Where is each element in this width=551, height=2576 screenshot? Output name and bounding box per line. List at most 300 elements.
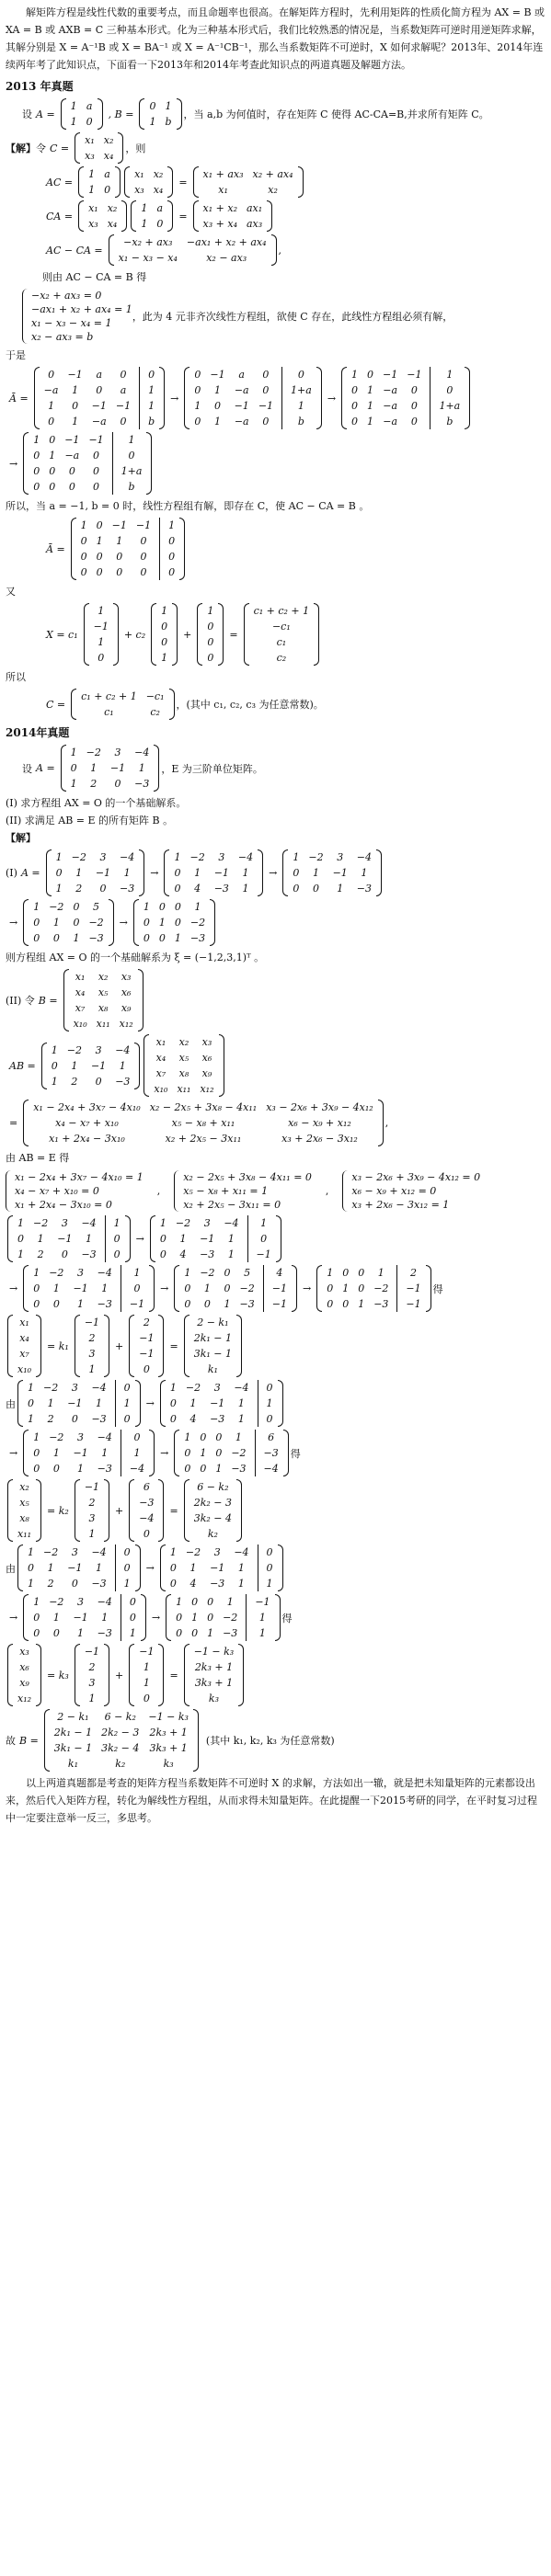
matrix-cell: 3k₁ − 1 xyxy=(193,1348,232,1360)
matrix-cell: 0 xyxy=(113,1233,121,1245)
matrix-cell: −2 xyxy=(86,747,101,758)
outro-paragraph: 以上两道真题都是考查的矩阵方程当系数矩阵不可逆时 X 的求解，方法如出一辙，就是把未知量矩阵的元素都设出来，然后代入矩阵方程，转化为解线性方程组，从而求得未知量矩阵。在此提醒一下2015考研的同学，在平时复习过程中一定要注意举一反三，多思考。 xyxy=(6,1777,537,1824)
eq-CA: CA = x₁ x₂ x₃ x₄ 1 a 1 0 = x₁ + x₂ ax₁ x₃ + x₄ ax₃ xyxy=(6,200,545,232)
matrix-cell: −1 xyxy=(210,369,225,381)
matrix-cell: 0 xyxy=(93,465,100,477)
matrix-cell: 1 xyxy=(70,100,77,112)
matrix-cell: −1 xyxy=(271,1298,287,1310)
matrix-cell: 0 xyxy=(266,1546,273,1558)
matrix-cell: 0 xyxy=(17,1233,24,1245)
matrix-cell: b xyxy=(128,481,135,493)
matrix-cell: 1 xyxy=(149,116,156,128)
matrix-cell: 0 xyxy=(312,883,319,895)
matrix-cell: −1 xyxy=(258,400,274,412)
matrix-cell: 0 xyxy=(93,450,100,462)
matrix-cell: −a xyxy=(234,416,249,427)
matrix-cell: 0 xyxy=(52,1627,60,1639)
matrix-cell: 1 xyxy=(161,652,168,664)
matrix-cell: 0 xyxy=(140,535,147,547)
matrix-cell: 1 xyxy=(200,1447,207,1459)
matrix-cell: x₁₀ xyxy=(73,1018,87,1030)
matrix-cell: −1 xyxy=(139,1332,155,1344)
matrix-cell: 0 xyxy=(33,1627,40,1639)
matrix-cell: 0 xyxy=(48,416,55,427)
matrix-cell: −1 xyxy=(64,434,80,446)
matrix-cell: 0 xyxy=(327,1282,334,1294)
matrix-cell: 1 xyxy=(55,851,63,863)
matrix-cell: x₄ xyxy=(107,218,118,230)
matrix-cell: 0 xyxy=(33,932,40,944)
matrix-cell: 1 xyxy=(174,932,181,944)
matrix-cell: 2 xyxy=(88,1661,96,1673)
matrix-cell: ax₁ xyxy=(246,202,263,214)
matrix-cell: 1 xyxy=(226,1596,234,1608)
matrix-cell: −1 xyxy=(234,400,249,412)
matrix-cell: −4 xyxy=(224,1217,239,1229)
matrix-cell: −1 xyxy=(271,1282,287,1294)
matrix-cell: 3 xyxy=(95,1043,102,1056)
matrix-cell: 0 xyxy=(33,450,40,462)
matrix-cell: 0 xyxy=(99,883,107,895)
matrix-cell: x₁ + x₂ xyxy=(202,202,237,214)
matrix-cell: 1 xyxy=(169,1546,177,1558)
matrix-cell: −4 xyxy=(91,1546,107,1558)
matrix-cell: 0 xyxy=(266,1413,273,1425)
matrix-cell: 1 xyxy=(237,1413,245,1425)
matrix-cell: 1 xyxy=(184,1431,191,1443)
matrix-cell: −a xyxy=(91,416,107,427)
matrix-cell: 0 xyxy=(207,1596,214,1608)
system-equation: x₅ − x₈ + x₁₁ = 1 xyxy=(183,1185,269,1197)
matrix-cell: 1 xyxy=(28,1578,34,1590)
matrix-cell: 1 xyxy=(148,400,155,412)
matrix-cell: x₄ xyxy=(155,1052,166,1064)
matrix-cell: 0 xyxy=(176,1612,183,1624)
matrix-cell: x₂ + 2x₅ − 3x₁₁ xyxy=(165,1133,242,1145)
matrix-cell: 1 xyxy=(98,605,105,617)
matrix-cell: 0 xyxy=(184,1282,191,1294)
matrix-cell: −3 xyxy=(81,1248,97,1260)
matrix-cell: 1 xyxy=(88,168,96,180)
eq-AC: AC = 1 a 1 0 x₁ x₂ x₃ x₄ = x₁ + ax₃ x₂ + ax₄ x₁ x₂ xyxy=(6,166,545,198)
matrix-cell: x₁ − 2x₄ + 3x₇ − 4x₁₀ xyxy=(33,1101,141,1113)
sys3-solution: x₃ x₆ x₉ x₁₂ = k₃ −1 2 3 1 + −1 1 1 0 = −1 − k₃ 2k₃ + 1 3k₃ + 1 k₃ xyxy=(6,1644,545,1706)
matrix-cell: 1 xyxy=(70,116,77,128)
matrix-cell: b xyxy=(446,416,453,427)
matrix-cell: 2 − k₁ xyxy=(57,1711,89,1723)
matrix-cell: −3 xyxy=(263,1447,279,1459)
matrix-cell: c₁ + c₂ + 1 xyxy=(81,690,137,702)
matrix-cell: 1 xyxy=(96,1397,103,1409)
matrix-cell: −2 xyxy=(49,1267,64,1279)
matrix-cell: −2 xyxy=(185,1382,201,1394)
matrix-cell: 0 xyxy=(200,1463,207,1475)
matrix-cell: 1 xyxy=(28,1413,34,1425)
matrix-cell: 0 xyxy=(207,621,214,633)
matrix-cell: −3 xyxy=(91,1578,107,1590)
matrix-cell: 0 xyxy=(96,566,103,578)
sys2-reduce-1: 由 1 −2 3 −4 0 1 −1 1 1 2 0 −3 0 1 0 → 1 −2 3 −4 0 1 −1 1 0 4 −3 1 0 1 0 xyxy=(6,1380,545,1427)
matrix-cell: 1 xyxy=(77,1298,85,1310)
matrix-cell: 0 xyxy=(33,1298,40,1310)
matrix-cell: 0 xyxy=(68,481,75,493)
matrix-cell: −2 xyxy=(43,1546,59,1558)
matrix-cell: 2 xyxy=(143,1316,150,1328)
matrix-cell: −a xyxy=(383,416,398,427)
matrix-cell: −2 xyxy=(308,851,324,863)
matrix-cell: −1 xyxy=(84,1646,100,1658)
matrix-cell: 1 xyxy=(312,867,319,879)
matrix-cell: 1 xyxy=(47,1562,54,1574)
sys3-reduce-2: → 1 −2 3 −4 0 1 −1 1 0 0 1 −3 0 0 1 → 1 0 0 1 0 1 0 −2 0 0 1 −3 −1 1 1 得 xyxy=(9,1596,293,1639)
matrix-cell: 1 xyxy=(237,1578,245,1590)
matrix-cell: 0 xyxy=(293,883,300,895)
matrix-cell: 1 xyxy=(48,400,55,412)
matrix-cell: 1 xyxy=(141,202,148,214)
matrix-cell: 1 xyxy=(191,1612,199,1624)
matrix-cell: 0 xyxy=(96,551,103,563)
problem-2013-statement: 设 A = 1 a 1 0 , B = 0 1 1 b ，当 a,b 为何值时，存在矩阵 C 使得 AC-CA=B,并求所有矩阵 C。 xyxy=(22,100,489,128)
matrix-cell: 1 xyxy=(77,1627,85,1639)
matrix-cell: 0 xyxy=(224,1282,231,1294)
matrix-cell: 1 xyxy=(235,1431,242,1443)
system-equation: x₂ − 2x₅ + 3x₈ − 4x₁₁ = 0 xyxy=(183,1171,312,1183)
matrix-cell: a xyxy=(96,369,103,381)
matrix-cell: 0 xyxy=(191,1627,199,1639)
matrix-cell: 1 xyxy=(141,218,148,230)
matrix-cell: 1 xyxy=(138,762,145,774)
matrix-cell: −1 xyxy=(135,519,152,531)
matrix-cell: 1 xyxy=(266,1578,273,1590)
matrix-cell: 2 xyxy=(88,1332,96,1344)
matrix-cell: −a xyxy=(64,450,80,462)
matrix-cell: 1 xyxy=(73,932,80,944)
matrix-cell: 0 xyxy=(55,867,63,879)
matrix-cell: k₃ xyxy=(163,1758,174,1770)
matrix-cell: 0 xyxy=(262,369,270,381)
matrix-cell: 0 xyxy=(213,400,221,412)
matrix-cell: 4 xyxy=(194,883,201,895)
matrix-cell: 3 xyxy=(114,747,121,758)
matrix-cell: x₃ xyxy=(19,1646,29,1658)
matrix-cell: 4 xyxy=(276,1267,283,1279)
eq-AC-minus-CA: AC − CA = −x₂ + ax₃ −ax₁ + x₂ + ax₄ x₁ − x₃ − x₄ x₂ − ax₃ , xyxy=(46,236,282,264)
matrix-cell: 0 xyxy=(98,652,105,664)
system-equation: x₁ − 2x₄ + 3x₇ − 4x₁₀ = 1 xyxy=(15,1171,143,1183)
system-equation: x₃ − 2x₆ + 3x₉ − 4x₁₂ = 0 xyxy=(351,1171,481,1183)
sys2-reduce-2: → 1 −2 3 −4 0 1 −1 1 0 0 1 −3 0 1 −4 → 1 0 0 1 0 1 0 −2 0 0 1 −3 6 −3 −4 得 xyxy=(9,1431,301,1475)
matrix-cell: 0 xyxy=(73,901,80,913)
matrix-cell: 1 xyxy=(17,1248,24,1260)
matrix-cell: −1 xyxy=(383,369,398,381)
matrix-cell: 2 − k₁ xyxy=(197,1316,229,1328)
matrix-cell: 0 xyxy=(113,1248,121,1260)
matrix-cell: 4 xyxy=(189,1413,197,1425)
matrix-cell: 1 xyxy=(123,1397,131,1409)
matrix-cell: 2 xyxy=(88,1497,96,1509)
matrix-cell: x₉ xyxy=(201,1067,212,1079)
matrix-cell: x₁ xyxy=(155,1036,166,1048)
matrix-cell: 1 xyxy=(96,1562,103,1574)
eq-AB-result: = x₁ − 2x₄ + 3x₇ − 4x₁₀ x₂ − 2x₅ + 3x₈ − 4x₁₁ x₃ − 2x₆ + 3x₉ − 4x₁₂ x₄ − x₇ + x₁₀ x₅ − x₈ + x₁₁ x₆ − x₉ + x₁₂ x₁ + 2x₄ − 3x₁₀ x₂ + 2x₅ − 3x₁₁ x₃ + 2x₆ − 3x₁₂ , xyxy=(9,1101,389,1145)
matrix-cell: −3 xyxy=(91,1413,107,1425)
matrix-cell: 0 xyxy=(446,384,453,396)
matrix-cell: c₂ xyxy=(276,652,287,664)
matrix-cell: 0 xyxy=(28,1562,34,1574)
matrix-cell: b xyxy=(165,116,172,128)
matrix-cell: 0 xyxy=(159,1248,166,1260)
matrix-cell: 2 xyxy=(71,1075,78,1088)
matrix-cell: 0 xyxy=(33,1612,40,1624)
matrix-cell: 1 xyxy=(159,1217,166,1229)
matrix-cell: 1 xyxy=(70,747,77,758)
matrix-cell: 1 xyxy=(47,1397,54,1409)
matrix-cell: 1 xyxy=(242,867,249,879)
matrix-cell: 3 xyxy=(71,1382,78,1394)
matrix-cell: −1 xyxy=(139,1348,155,1360)
matrix-cell: 0 xyxy=(73,917,80,929)
matrix-cell: 0 xyxy=(169,1413,177,1425)
matrix-cell: 3 xyxy=(218,851,225,863)
matrix-cell: −2 xyxy=(175,1217,191,1229)
matrix-cell: 1 xyxy=(297,400,304,412)
matrix-cell: 0 xyxy=(123,1382,131,1394)
matrix-cell: 0 xyxy=(327,1298,334,1310)
matrix-cell: x₁ + 2x₄ − 3x₁₀ xyxy=(49,1133,125,1145)
matrix-cell: 0 xyxy=(49,434,56,446)
matrix-cell: 3k₁ − 1 xyxy=(53,1742,93,1754)
matrix-cell: 0 xyxy=(33,1447,40,1459)
matrix-cell: 4 xyxy=(179,1248,187,1260)
matrix-cell: 1 xyxy=(71,1059,78,1072)
matrix-cell: 0 xyxy=(176,1627,183,1639)
matrix-cell: 1 xyxy=(72,416,79,427)
matrix-cell: 1 xyxy=(101,1612,109,1624)
matrix-cell: 3 xyxy=(203,1217,211,1229)
matrix-cell: 0 xyxy=(184,1447,191,1459)
matrix-cell: 1 xyxy=(327,1267,334,1279)
matrix-cell: 1 xyxy=(51,1075,58,1088)
matrix-cell: 2 xyxy=(75,883,83,895)
matrix-cell: 1+a xyxy=(439,400,461,412)
matrix-cell: −c₁ xyxy=(145,690,165,702)
solution-label-2014: 【解】 xyxy=(6,832,36,844)
matrix-cell: 0 xyxy=(120,416,127,427)
matrix-cell: 5 xyxy=(244,1267,251,1279)
matrix-cell: −4 xyxy=(97,1267,112,1279)
matrix-cell: 0 xyxy=(51,1059,58,1072)
matrix-cell: 1 xyxy=(194,901,201,913)
matrix-cell: −1 xyxy=(88,434,104,446)
system-equation: x₂ − ax₃ = b xyxy=(31,331,94,343)
matrix-cell: 6 xyxy=(268,1431,275,1443)
matrix-cell: −1 xyxy=(91,400,107,412)
matrix-cell: −2 xyxy=(33,1217,49,1229)
matrix-cell: 1 xyxy=(101,1282,109,1294)
matrix-cell: 1 xyxy=(123,867,131,879)
matrix-cell: −2 xyxy=(189,917,206,929)
matrix-cell: k₂ xyxy=(115,1758,126,1770)
matrix-cell: x₂ xyxy=(268,184,278,196)
matrix-cell: 1 xyxy=(227,1248,235,1260)
matrix-cell: 1 xyxy=(33,1596,40,1608)
matrix-cell: k₁ xyxy=(67,1758,78,1770)
matrix-cell: −3 xyxy=(239,1298,255,1310)
matrix-cell: −1 xyxy=(73,1282,88,1294)
matrix-cell: 1 xyxy=(207,605,214,617)
matrix-cell: 0 xyxy=(96,384,103,396)
matrix-cell: 1 xyxy=(52,1612,60,1624)
matrix-cell: 1 xyxy=(52,1447,60,1459)
matrix-cell: 0 xyxy=(148,369,155,381)
matrix-cell: −4 xyxy=(134,747,150,758)
matrix-cell: 1 xyxy=(52,917,60,929)
matrix-cell: x₉ xyxy=(19,1677,29,1689)
matrix-cell: 0 xyxy=(123,1413,131,1425)
matrix-cell: 0 xyxy=(174,867,181,879)
matrix-cell: −ax₁ + x₂ + ax₄ xyxy=(186,236,267,248)
matrix-cell: 1 xyxy=(342,1282,350,1294)
matrix-cell: x₅ xyxy=(19,1497,29,1509)
matrix-cell: 0 xyxy=(70,762,77,774)
matrix-cell: 0 xyxy=(262,384,270,396)
row-reduce-A-1: (I) A = 1 −2 3 −4 0 1 −1 1 1 2 0 −3 → 1 −2 3 −4 0 1 −1 1 0 4 −3 1 → 1 −2 3 −4 0 1 −1 1 0 0 1 −3 xyxy=(6,849,545,896)
matrix-cell: 0 xyxy=(367,369,374,381)
matrix-cell: x₁₀ xyxy=(17,1363,32,1375)
matrix-cell: −4 xyxy=(129,1463,145,1475)
matrix-cell: 1 xyxy=(161,605,168,617)
matrix-cell: b xyxy=(148,416,155,427)
matrix-cell: x₈ xyxy=(178,1067,189,1079)
matrix-cell: x₆ xyxy=(19,1661,29,1673)
basis-solution: 则方程组 AX = O 的一个基础解系为 ξ = (−1,2,3,1)ᵀ 。 xyxy=(6,952,265,963)
intro-paragraph: 解矩阵方程是线性代数的重要考点，而且命题率也很高。在解矩阵方程时，先利用矩阵的性质化简方程为 AX = B 或 XA = B 或 AXB = C 三种基本形式。化为三种基本形式后，我们比较熟悉的情况是，当系数矩阵可逆时用逆矩阵求解，其解分别是 X = A⁻¹B 或 X = BA⁻¹ 或 X = A⁻¹CB⁻¹，那么当系数矩阵不可逆时，X 如何求解呢？2013年、2014年连续两年考了此知识点，下面看一下2013年和2014年考查此知识点的两道真题及解题方法。 xyxy=(6,6,545,71)
matrix-A-2013 xyxy=(61,98,103,130)
three-systems: x₁ − 2x₄ + 3x₇ − 4x₁₀ = 1 x₄ − x₇ + x₁₀ = 0 x₁ + 2x₄ − 3x₁₀ = 0 , x₂ − 2x₅ + 3x₈ − 4x₁₁ = 0 x₅ − x₈ + x₁₁ = 1 x₂ + 2x₅ − 3x₁₁ = 0 , x₃ − 2x₆ + 3x₉ − 4x₁₂ = 0 x₆ − x₉ + x₁₂ = 0 x₃ + 2x₆ − 3x₁₂ = 1 xyxy=(6,1170,545,1212)
matrix-cell: 2 xyxy=(47,1413,54,1425)
matrix-cell: 0 xyxy=(104,184,111,196)
matrix-cell: 0 xyxy=(184,1463,191,1475)
heading-2013: 2013 年真题 xyxy=(6,80,74,93)
matrix-cell: 6 xyxy=(143,1481,150,1493)
matrix-cell: x₁₁ xyxy=(96,1018,110,1030)
matrix-cell: 1 xyxy=(367,384,374,396)
matrix-cell: 1 xyxy=(33,1431,40,1443)
matrix-cell: 1 xyxy=(49,450,56,462)
matrix-cell: x₁ + ax₃ xyxy=(202,168,244,180)
matrix-cell: x₇ xyxy=(19,1348,29,1360)
matrix-cell: −4 xyxy=(356,851,373,863)
solution-let-C: 【解】 令 C = x₁ x₂ x₃ x₄ ，则 xyxy=(6,134,146,162)
matrix-cell: x₃ + 2x₆ − 3x₁₂ xyxy=(281,1133,358,1145)
matrix-cell: 0 xyxy=(262,416,270,427)
matrix-cell: 0 xyxy=(342,1267,350,1279)
matrix-cell: 0 xyxy=(194,369,201,381)
matrix-cell: 1 xyxy=(143,901,150,913)
matrix-cell: 0 xyxy=(168,551,176,563)
question-2: (II) 求满足 AB = E 的所有矩阵 B 。 xyxy=(6,815,174,826)
matrix-cell: −1 xyxy=(95,867,111,879)
matrix-cell: 1 xyxy=(72,384,79,396)
system-equation: x₁ + 2x₄ − 3x₁₀ = 0 xyxy=(15,1199,112,1211)
matrix-cell: 2k₃ + 1 xyxy=(149,1727,188,1738)
matrix-cell: x₂ xyxy=(153,168,164,180)
general-solution-X: X = c₁ 1 −1 1 0 + c₂ 1 0 0 1 + 1 0 0 0 = c₁ + c₂ + 1 −c₁ c₁ c₂ xyxy=(6,603,545,666)
matrix-cell: 1 xyxy=(52,1282,60,1294)
matrix-cell: 0 xyxy=(33,1282,40,1294)
matrix-cell: 0 xyxy=(169,1578,177,1590)
matrix-cell: 6 − k₂ xyxy=(104,1711,136,1723)
matrix-cell: x₆ xyxy=(121,986,132,998)
matrix-cell: c₁ xyxy=(276,636,287,648)
matrix-cell: x₁₂ xyxy=(119,1018,133,1030)
matrix-cell: −4 xyxy=(237,851,254,863)
system-equation: x₁ − x₃ − x₄ = 1 xyxy=(31,317,112,329)
matrix-cell: 0 xyxy=(266,1562,273,1574)
matrix-cell: −1 xyxy=(84,1481,100,1493)
matrix-cell: 1 xyxy=(266,1397,273,1409)
matrix-cell: 1 xyxy=(80,519,87,531)
matrix-cell: x₃ − 2x₆ + 3x₉ − 4x₁₂ xyxy=(266,1101,373,1113)
matrix-cell: 1 xyxy=(86,1233,93,1245)
matrix-cell: −2 xyxy=(373,1282,389,1294)
matrix-cell: 0 xyxy=(133,1431,141,1443)
matrix-cell: −2 xyxy=(43,1382,59,1394)
matrix-cell: 0 xyxy=(49,465,56,477)
matrix-cell: −3 xyxy=(223,1627,238,1639)
matrix-cell: x₂ − 2x₅ + 3x₈ − 4x₁₁ xyxy=(149,1101,258,1113)
matrix-cell: x₁₂ xyxy=(17,1693,32,1704)
matrix-cell: x₁ xyxy=(75,971,86,983)
system-equation: x₆ − x₉ + x₁₂ = 0 xyxy=(351,1185,437,1197)
matrix-cell: −1 xyxy=(256,1248,271,1260)
matrix-cell: x₃ xyxy=(85,150,95,162)
matrix-cell: 2 xyxy=(37,1248,44,1260)
matrix-cell: 1 xyxy=(358,1298,365,1310)
matrix-cell: x₆ xyxy=(201,1052,212,1064)
matrix-cell: 0 xyxy=(260,1233,268,1245)
matrix-cell: 0 xyxy=(129,1596,136,1608)
final-C: C = c₁ + c₂ + 1 −c₁ c₁ c₂ ，(其中 c₁, c₂, c₃ 为任意常数)。 xyxy=(46,690,324,718)
matrix-cell: 1 xyxy=(88,1363,96,1375)
matrix-cell: −2 xyxy=(231,1447,247,1459)
matrix-cell: 0 xyxy=(194,384,201,396)
system-equation: x₃ + 2x₆ − 3x₁₂ = 1 xyxy=(351,1199,450,1211)
matrix-cell: 0 xyxy=(71,1413,78,1425)
matrix-cell: −1 xyxy=(73,1612,88,1624)
matrix-cell: 0 xyxy=(96,519,103,531)
matrix-cell: −a xyxy=(383,400,398,412)
matrix-cell: −2 xyxy=(200,1267,215,1279)
matrix-cell: 0 xyxy=(120,369,127,381)
matrix-cell: 1 xyxy=(133,1447,141,1459)
matrix-cell: 0 xyxy=(52,932,60,944)
matrix-cell: 0 xyxy=(140,551,147,563)
matrix-cell: −2 xyxy=(49,1431,64,1443)
matrix-cell: −1 xyxy=(67,369,83,381)
matrix-cell: −3 xyxy=(210,1578,225,1590)
matrix-cell: 0 xyxy=(358,1267,365,1279)
let-B: (II) 令 B = x₁ x₂ x₃ x₄ x₅ x₆ x₇ x₈ x₉ x₁₀ x₁₁ x₁₂ xyxy=(6,969,545,1032)
matrix-cell: 0 xyxy=(52,1298,60,1310)
matrix-cell: 1 xyxy=(293,851,300,863)
matrix-C xyxy=(75,132,123,164)
matrix-cell: −1 xyxy=(210,1397,225,1409)
matrix-cell: 0 xyxy=(128,450,135,462)
matrix-cell: 0 xyxy=(33,465,40,477)
matrix-cell: 0 xyxy=(61,1248,68,1260)
matrix-cell: 3 xyxy=(213,1546,221,1558)
